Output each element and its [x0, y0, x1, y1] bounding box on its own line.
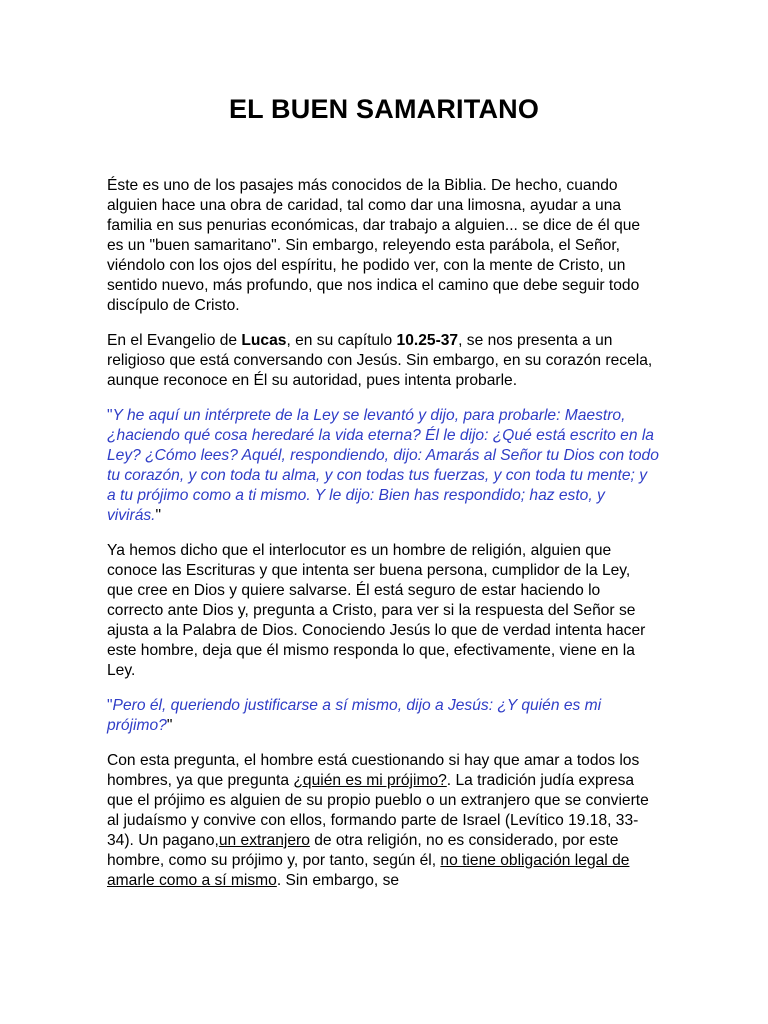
page-title: EL BUEN SAMARITANO [228, 94, 540, 124]
scripture-quote-1 [107, 406, 659, 526]
document-body [107, 176, 659, 906]
projimo-text-1: Con esta pregunta, el hombre está cuestionando si hay que amar a todos los hombres, ya que pregunta [107, 752, 640, 789]
gospel-ref-text-middle: , en su capítulo [286, 332, 397, 349]
underlined-obligation: no tiene obligación legal de amarle como a sí mismo [107, 852, 630, 889]
underlined-question: ¿quién es mi prójimo? [293, 772, 447, 789]
paragraph-projimo [107, 751, 659, 891]
quote-text: Pero él, queriendo justificarse a sí mismo, dijo a Jesús: ¿Y quién es mi prójimo? [107, 697, 602, 734]
paragraph-interlocutor: Ya hemos dicho que el interlocutor es un hombre de religión, alguien que conoce las Escrituras y que intenta ser buena persona, cumplidor de la Ley, que cree en Dios y quiere salvarse. Él está seguro de estar haciendo lo correcto ante Dios y, pregunta a Cristo, para ver si la respuesta del Señor se ajusta a la Palabra de Dios. Conociendo Jesús lo que de verdad intenta hacer este hombre, deja que él mismo responda lo que, efectivamente, viene en la Ley. [107, 542, 646, 679]
gospel-chapter: 10.25-37 [396, 332, 459, 349]
quote-open-mark: " [107, 407, 113, 424]
quote-close-mark: " [155, 507, 162, 524]
projimo-text-2: . La tradición judía expresa que el prójimo es alguien de su propio pueblo o un extranjero que se convierte al judaísmo y convive con ellos, formando parte de Israel (Levítico 19.18, 33-34). Un pagano, [107, 772, 649, 849]
gospel-book: Lucas [241, 332, 287, 349]
paragraph-gospel-reference [107, 331, 659, 391]
quote-open-mark: " [107, 697, 113, 714]
projimo-text-3: de otra religión, no es considerado, por este hombre, como su prójimo y, por tanto, según él, [107, 832, 619, 869]
quote-text: Y he aquí un intérprete de la Ley se levantó y dijo, para probarle: Maestro, ¿haciendo qué cosa heredaré la vida eterna? Él le dijo: ¿Qué está escrito en la Ley? ¿Cómo lees? Aquél, respondiendo, dijo: Amarás al Señor tu Dios con todo tu corazón, y con toda tu alma, y con todas tus fuerzas, y con toda tu mente; y a tu prójimo como a ti mismo. Y le dijo: Bien has respondido; haz esto, y vivirás. [107, 407, 659, 524]
underlined-extranjero: un extranjero [218, 832, 310, 849]
gospel-ref-text-after: , se nos presenta a un religioso que está conversando con Jesús. Sin embargo, en su corazón recela, aunque reconoce en Él su autoridad, pues intenta probarle. [107, 332, 653, 389]
scripture-quote-2 [107, 696, 659, 736]
gospel-ref-text-before: En el Evangelio de [107, 332, 242, 349]
quote-close-mark: " [166, 717, 173, 734]
paragraph-intro: Éste es uno de los pasajes más conocidos de la Biblia. De hecho, cuando alguien hace una obra de caridad, tal como dar una limosna, ayudar a una familia en sus penurias económicas, dar trabajo a alguien... se dice de él que es un "buen samaritano". Sin embargo, releyendo esta parábola, el Señor, viéndolo con los ojos del espíritu, he podido ver, con la mente de Cristo, un sentido nuevo, más profundo, que nos indica el camino que debe seguir todo discípulo de Cristo. [107, 177, 641, 314]
projimo-text-4: . Sin embargo, se [276, 872, 400, 889]
